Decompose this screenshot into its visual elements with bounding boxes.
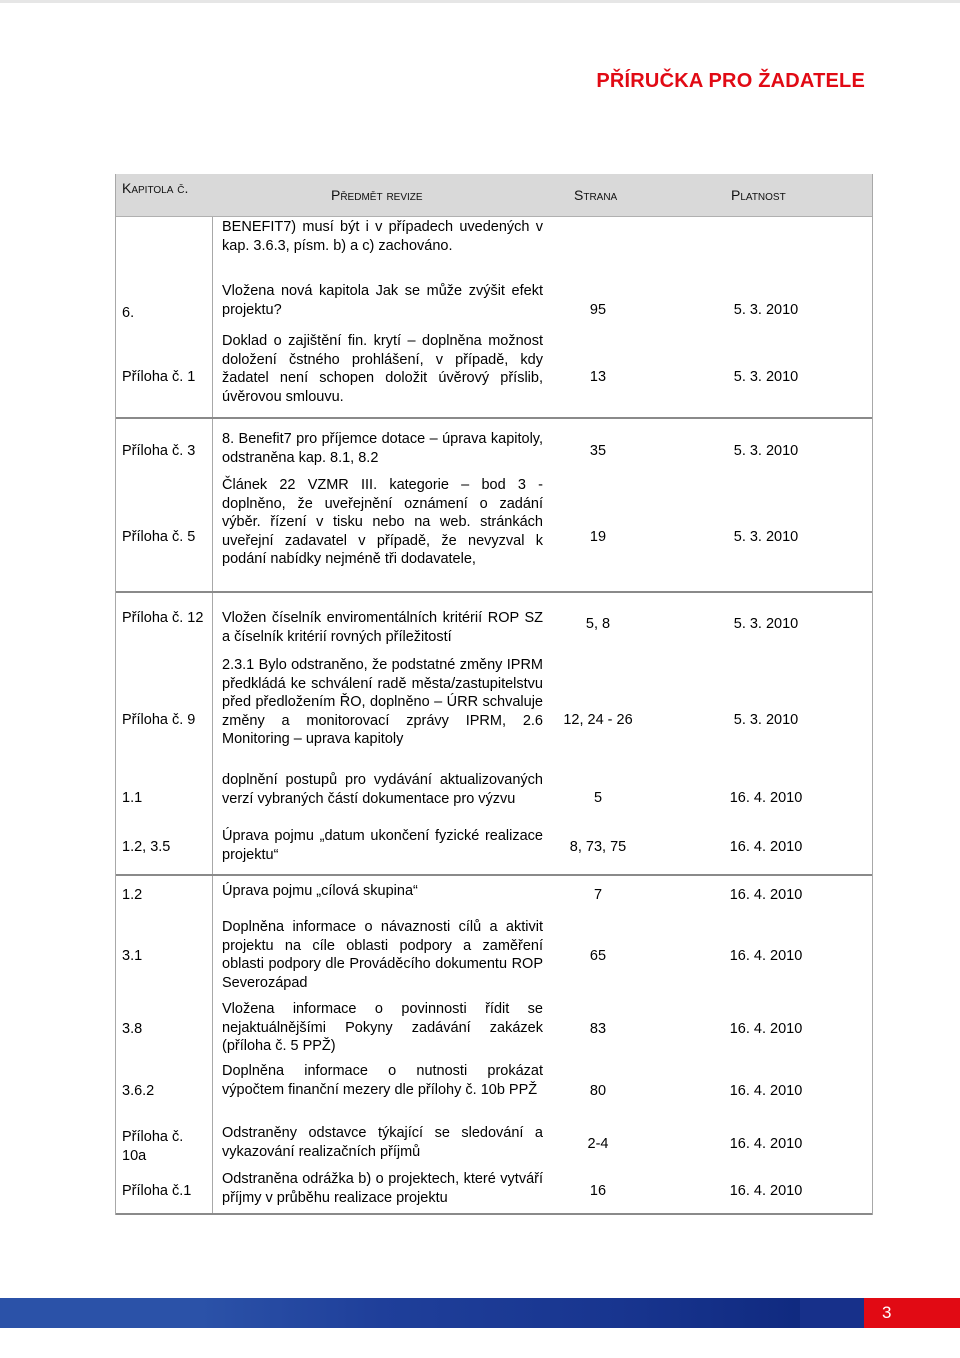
- validity-cell: 5. 3. 2010: [733, 616, 799, 632]
- description-cell: Článek 22 VZMR III. kategorie – bod 3 - doplněno, že uveřejnění oznámení o zadání výběr. řízení v tisku nebo na web. stránkách uveřejní zadavatel v případě, že nevyzval k podání nabídky nejméně tři dodavatele,: [222, 477, 543, 567]
- validity-cell: 16. 4. 2010: [729, 1021, 803, 1037]
- footer-stripe: [200, 1298, 800, 1328]
- table-block: [116, 419, 872, 593]
- page-cell: 83: [589, 1021, 607, 1037]
- column-header-platnost: Platnost: [731, 187, 786, 203]
- page-cell: 35: [589, 443, 607, 459]
- description-cell: doplnění postupů pro vydávání aktualizovaných verzí vybraných částí dokumentace pro výzvu: [222, 772, 543, 807]
- column-header-predmet: Předmět revize: [331, 187, 423, 203]
- description-cell: BENEFIT7) musí být i v případech uvedených v kap. 3.6.3, písm. b) a c) zachováno.: [222, 219, 543, 254]
- validity-cell: 16. 4. 2010: [729, 948, 803, 964]
- description-cell: Odstraněny odstavce týkající se sledování a vykazování realizačních příjmů: [222, 1125, 543, 1160]
- validity-cell: 5. 3. 2010: [733, 529, 799, 545]
- table-block: [116, 593, 872, 876]
- description-cell: Doplněna informace o návaznosti cílů a aktivit projektu na cíle oblasti podpory a zaměření oblasti podpory dle Prováděcího dokumentu ROP Severozápad: [222, 919, 543, 991]
- page-cell: 19: [589, 529, 607, 545]
- description-cell: Úprava pojmu „cílová skupina“: [222, 883, 418, 899]
- footer-stripe: [800, 1298, 864, 1328]
- chapter-cell: Příloha č. 1: [122, 369, 196, 385]
- page-cell: 5: [593, 790, 603, 806]
- page-cell: 80: [589, 1083, 607, 1099]
- column-header-kapitola: Kapitola č.: [122, 180, 189, 196]
- description-cell: Úprava pojmu „datum ukončení fyzické realizace projektu“: [222, 828, 543, 863]
- description-cell: Vložen číselník enviromentálních kritérií ROP SZ a číselník kritérií rovných příležitostí: [222, 610, 543, 645]
- revision-table: [115, 174, 873, 1215]
- document-title: PŘÍRUČKA PRO ŽADATELE: [596, 70, 865, 92]
- validity-cell: 16. 4. 2010: [729, 1136, 803, 1152]
- chapter-cell: 6.: [122, 305, 135, 321]
- table-header: [116, 174, 872, 217]
- chapter-cell: 1.2: [122, 887, 143, 903]
- chapter-cell: 3.8: [122, 1021, 143, 1037]
- validity-cell: 16. 4. 2010: [729, 790, 803, 806]
- validity-cell: 16. 4. 2010: [729, 839, 803, 855]
- validity-cell: 5. 3. 2010: [733, 443, 799, 459]
- description-cell: Vložena informace o povinnosti řídit se nejaktuálnějšími Pokyny zadávání zakázek (příloha č. 5 PPŽ): [222, 1001, 543, 1054]
- chapter-cell: Příloha č. 10a: [122, 1129, 184, 1164]
- column-header-strana: Strana: [574, 187, 618, 203]
- table-block: [116, 876, 872, 1215]
- footer-band: [0, 1298, 960, 1328]
- validity-cell: 5. 3. 2010: [733, 369, 799, 385]
- description-cell: Vložena nová kapitola Jak se může zvýšit efekt projektu?: [222, 283, 543, 318]
- page-cell: 95: [589, 302, 607, 318]
- page-cell: 13: [589, 369, 607, 385]
- footer-stripe: [0, 1298, 200, 1328]
- validity-cell: 5. 3. 2010: [733, 712, 799, 728]
- page-cell: 8, 73, 75: [569, 839, 627, 855]
- page-cell: 16: [589, 1183, 607, 1199]
- page-cell: 65: [589, 948, 607, 964]
- description-cell: 8. Benefit7 pro příjemce dotace – úprava kapitoly, odstraněna kap. 8.1, 8.2: [222, 431, 543, 466]
- validity-cell: 5. 3. 2010: [733, 302, 799, 318]
- chapter-cell: Příloha č. 9: [122, 712, 196, 728]
- page-cell: 2-4: [587, 1136, 609, 1152]
- chapter-cell: 1.2, 3.5: [122, 839, 171, 855]
- page-cell: 7: [593, 887, 603, 903]
- page-cell: 5, 8: [585, 616, 611, 632]
- chapter-cell: Příloha č. 3: [122, 443, 196, 459]
- chapter-cell: 3.6.2: [122, 1083, 155, 1099]
- description-cell: Doklad o zajištění fin. krytí – doplněna možnost doložení čstného prohlášení, v případě, kdy žadatel není schopen doložit úvěrový příslib, úvěrovou smlouvu.: [222, 333, 543, 405]
- validity-cell: 16. 4. 2010: [729, 1083, 803, 1099]
- chapter-cell: 1.1: [122, 790, 143, 806]
- chapter-cell: 3.1: [122, 948, 143, 964]
- page-number: 3: [864, 1298, 960, 1328]
- page-cell: 12, 24 - 26: [563, 712, 633, 728]
- table-block: [116, 217, 872, 419]
- validity-cell: 16. 4. 2010: [729, 1183, 803, 1199]
- chapter-cell: Příloha č.1: [122, 1183, 192, 1199]
- chapter-cell: Příloha č. 5: [122, 529, 196, 545]
- description-cell: Odstraněna odrážka b) o projektech, které vytváří příjmy v průběhu realizace projektu: [222, 1171, 543, 1206]
- chapter-cell: Příloha č. 12: [122, 610, 204, 626]
- top-rule: [0, 0, 960, 3]
- description-cell: 2.3.1 Bylo odstraněno, že podstatné změny IPRM předkládá ke schválení radě města/zastupitelstvu před předložením ŘO, doplněno – ÚRR schvaluje změny a monitorovací zprávy IPRM, 2.6 Monitoring – uprava kapitoly: [222, 657, 543, 747]
- validity-cell: 16. 4. 2010: [729, 887, 803, 903]
- description-cell: Doplněna informace o nutnosti prokázat výpočtem finanční mezery dle přílohy č. 10b PPŽ: [222, 1063, 543, 1098]
